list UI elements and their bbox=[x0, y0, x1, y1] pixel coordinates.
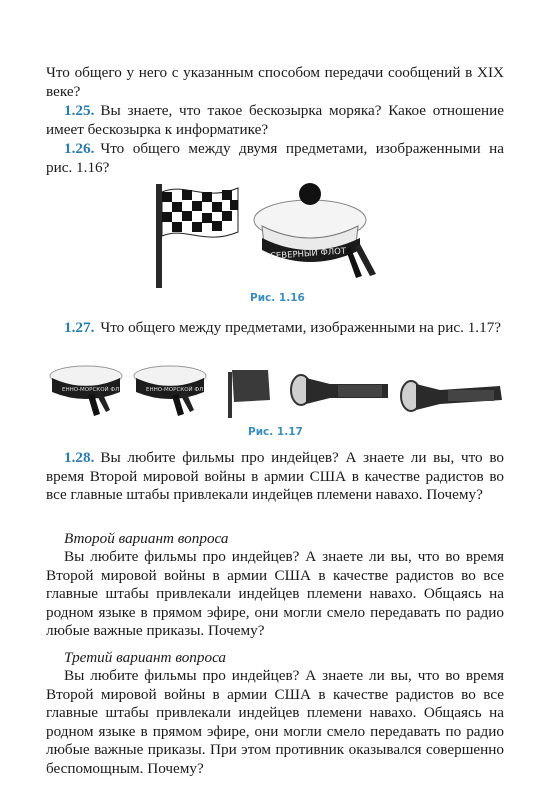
figure-1-17 bbox=[48, 360, 508, 422]
question-1-28 bbox=[46, 449, 504, 505]
figure-caption: Рис. 1.17 bbox=[248, 426, 303, 438]
question-number: 1.27. bbox=[64, 319, 95, 336]
sailor-cap-image bbox=[50, 366, 122, 416]
intro-paragraph: Что общего у него с указанным способом передачи сообщений в XIX веке? bbox=[46, 64, 504, 100]
cap-ribbon-text: ЕННО-МОРСКОЙ ФЛ bbox=[146, 387, 204, 393]
figure-1-16 bbox=[150, 180, 390, 290]
sailor-cap-image bbox=[254, 183, 376, 278]
checkered-flag-image bbox=[156, 184, 238, 288]
cap-ribbon-text: ЕННО-МОРСКОЙ ФЛ bbox=[62, 387, 120, 393]
question-text: Что общего между предметами, изображенными на рис. 1.17? bbox=[100, 319, 502, 336]
cap-ribbon-text: СЕВЕРНЫЙ ФЛОТ bbox=[269, 246, 347, 262]
figure-caption: Рис. 1.16 bbox=[250, 292, 305, 304]
question-text: Что общего между двумя предметами, изображенными на рис. 1.16? bbox=[46, 140, 504, 176]
question-number: 1.26. bbox=[64, 140, 95, 157]
flashlight-image bbox=[291, 375, 388, 405]
variant-2-text: Вы любите фильмы про индейцев? А знаете ли вы, что во время Второй мировой войны в армии США в качестве радистов во все главные штабы привлекали индейцев племени навахо. Общаясь на родном языке в прямом эфире, они могли смело передавать по радио любые важные приказы. Почему? bbox=[46, 548, 504, 640]
question-number: 1.28. bbox=[64, 449, 95, 466]
variant-3-text: Вы любите фильмы про индейцев? А знаете ли вы, что во время Второй мировой войны в армии США в качестве радистов во все главные штабы привлекали индейцев племени навахо. Общаясь на родном языке в прямом эфире, они могли смело передавать по радио любые важные приказы. При этом противник оказывался совершенно беспомощным. Почему? bbox=[46, 667, 504, 777]
sailor-cap-image bbox=[134, 366, 206, 416]
question-1-26 bbox=[46, 140, 504, 177]
question-1-25 bbox=[46, 102, 504, 139]
question-number: 1.25. bbox=[64, 102, 95, 119]
variant-3-heading: Третий вариант вопроса bbox=[64, 649, 227, 666]
flashlight-image bbox=[401, 381, 502, 411]
question-1-27 bbox=[46, 319, 504, 338]
dark-flag-image bbox=[228, 370, 270, 418]
question-text: Вы знаете, что такое бескозырка моряка? Какое отношение имеет бескозырка к информатике? bbox=[46, 102, 504, 138]
question-text: Вы любите фильмы про индейцев? А знаете ли вы, что во время Второй мировой войны в армии США в качестве радистов во все главные штабы привлекали индейцев племени навахо. Почему? bbox=[46, 449, 504, 504]
variant-2-heading: Второй вариант вопроса bbox=[64, 530, 229, 547]
